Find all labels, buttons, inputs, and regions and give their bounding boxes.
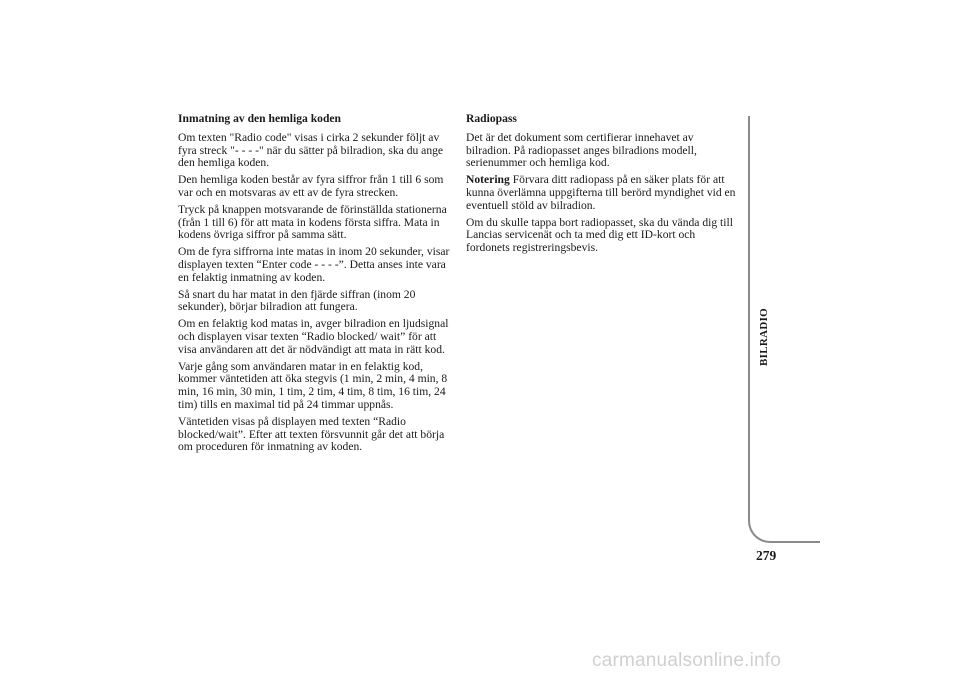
watermark: carmanualsonline.info: [592, 650, 782, 671]
page-number: 279: [756, 548, 777, 563]
section-heading-radiopass: Radiopass: [466, 112, 517, 125]
paragraph: Tryck på knappen motsvarande de förinställda stationerna (från 1 till 6) för att mata in kodens första siffra. Mata in kodens övriga siffror på samma sätt.: [178, 202, 447, 242]
note-paragraph: [466, 174, 738, 212]
note-label: Notering: [466, 173, 510, 187]
paragraph: Så snart du har matat in den fjärde siffran (inom 20 sekunder), börjar bilradion att fungera.: [178, 287, 416, 314]
paragraph: Väntetiden visas på displayen med texten “Radio blocked/wait”. Efter att texten försvunnit går det att börja om proceduren för inmatning av koden.: [178, 414, 445, 454]
chapter-label: [756, 307, 772, 367]
paragraph: Om de fyra siffrorna inte matas in inom 20 sekunder, visar displayen texten “Enter code - - - -”. Detta anses inte vara en felaktig inmatning av koden.: [178, 245, 450, 284]
paragraph: Om texten "Radio code" visas i cirka 2 sekunder följt av fyra streck "- - - -" när du sätter på bilradion, ska du ange den hemliga koden.: [178, 130, 444, 170]
paragraph: Varje gång som användaren matar in en felaktig kod, kommer väntetiden att öka stegvis (1 min, 2 min, 4 min, 8 min, 16 min, 30 min, 1 tim, 2 tim, 4 tim, 8 tim, 16 tim, 24 tim) tills en maximal tid på 24 timmar uppnås.: [178, 359, 448, 411]
note-text: Förvara ditt radiopass på en säker plats för att kunna överlämna uppgifterna till berörd myndighet vid en eventuell stöld av bilradion.: [466, 173, 736, 212]
section-heading-secret-code: Inmatning av den hemliga koden: [178, 112, 341, 125]
paragraph: Den hemliga koden består av fyra siffror från 1 till 6 som var och en motsvaras av ett av de fyra strecken.: [178, 173, 444, 199]
paragraph: Om en felaktig kod matas in, avger bilradion en ljudsignal och displayen visar texten “Radio blocked/ wait” för att visa användaren att det är nödvändigt att mata in rätt kod.: [178, 317, 449, 356]
left-column: [178, 113, 450, 458]
paragraph: Det är det dokument som certifierar innehavet av bilradion. På radiopasset anges bilradions modell, serienummer och hemliga kod.: [466, 130, 697, 170]
chapter-label-text: BILRADIO: [758, 307, 770, 367]
right-column: [466, 113, 738, 259]
paragraph: Om du skulle tappa bort radiopasset, ska du vända dig till Lancias servicenät och ta med dig ett ID-kort och fordonets registreringsbevis.: [466, 215, 733, 255]
